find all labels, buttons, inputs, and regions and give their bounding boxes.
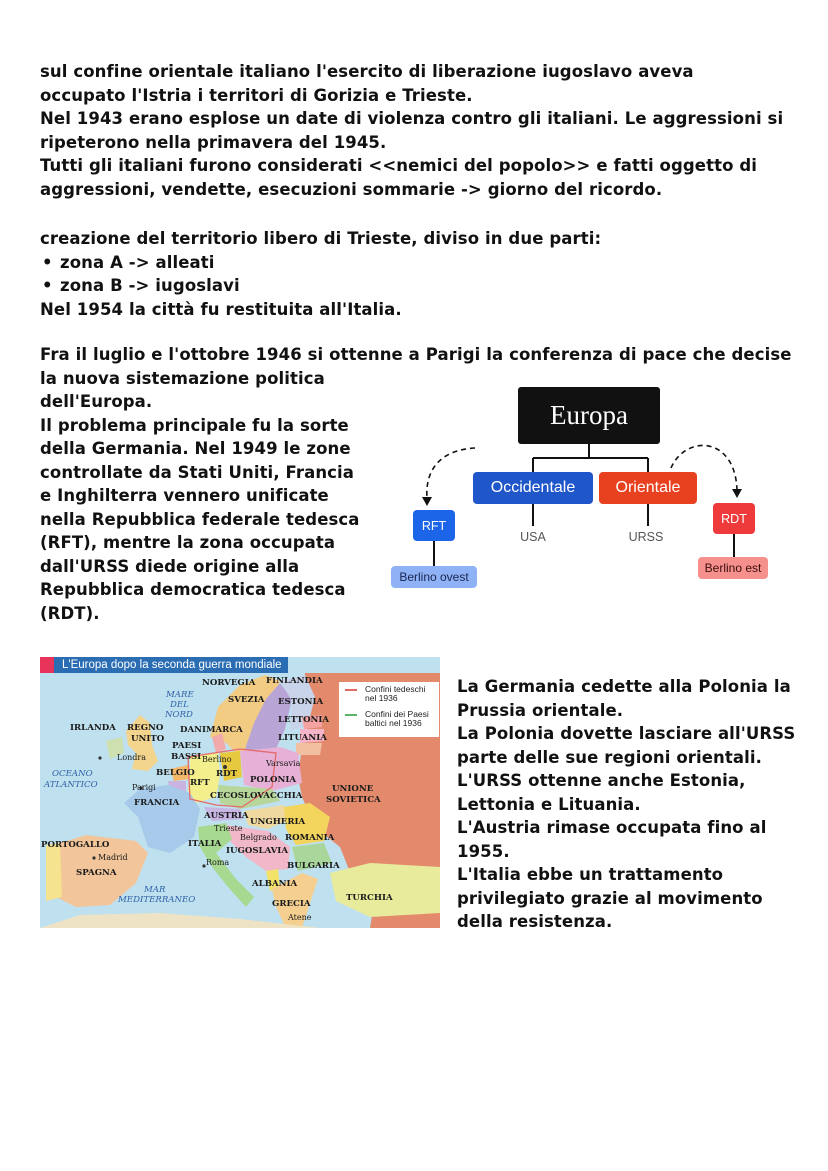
- diagram-node-usa: USA: [515, 526, 551, 548]
- list-item: • zona B -> iugoslavi: [40, 274, 601, 298]
- sea-label: ATLANTICO: [44, 780, 98, 790]
- city-label: Berlino: [202, 755, 232, 764]
- sea-label: MARE: [166, 690, 194, 700]
- text-line: creazione del territorio libero di Trieste, diviso in due parti:: [40, 229, 602, 248]
- sea-label: NORD: [165, 710, 193, 720]
- country-label: UNGHERIA: [250, 817, 306, 827]
- text-line: 1955.: [457, 841, 510, 861]
- country-label: LITUANIA: [278, 733, 327, 743]
- country-label: RDT: [216, 769, 237, 779]
- country-label: ITALIA: [188, 839, 222, 849]
- country-label: POLONIA: [250, 775, 297, 785]
- sea-label: OCEANO: [52, 769, 93, 779]
- city-label: Varsavia: [266, 759, 301, 768]
- country-label: AUSTRIA: [204, 811, 249, 821]
- country-label: ROMANIA: [285, 833, 335, 843]
- paragraph-germania: [40, 367, 360, 626]
- country-label: CECOSLOVACCHIA: [210, 791, 303, 801]
- country-label: LETTONIA: [278, 715, 330, 725]
- country-label: IRLANDA: [70, 723, 116, 733]
- country-label: TURCHIA: [346, 893, 393, 903]
- text-line: della resistenza.: [457, 912, 613, 931]
- diagram-node-europa: Europa: [518, 387, 660, 444]
- sea-label: DEL: [170, 700, 189, 710]
- city-label: Madrid: [98, 853, 128, 862]
- text-line: Nel 1943 erano esplose un date di violenza contro gli italiani. Le aggressioni si: [40, 109, 784, 128]
- diagram-node-occidentale: Occidentale: [473, 472, 593, 504]
- text-line: Fra il luglio e l'ottobre 1946 si ottenne a Parigi la conferenza di pace che decise: [40, 345, 792, 364]
- text-line: la nuova sistemazione politica: [40, 368, 325, 388]
- city-label: Belgrado: [240, 833, 277, 842]
- country-label: UNIONE: [332, 784, 374, 794]
- country-label: BASSI: [171, 752, 202, 762]
- text-line: Repubblica democratica tedesca: [40, 580, 346, 599]
- text-line: controllate da Stati Uniti, Francia: [40, 462, 355, 482]
- country-label: FINLANDIA: [266, 676, 323, 686]
- country-label: GRECIA: [272, 899, 311, 909]
- diagram-node-rft: RFT: [413, 510, 455, 541]
- paragraph-istria: [40, 60, 783, 201]
- text-line: Prussia orientale.: [457, 700, 624, 720]
- country-label: ALBANIA: [252, 879, 298, 889]
- europe-division-diagram: [385, 380, 795, 595]
- text-line: nella Repubblica federale tedesca: [40, 509, 360, 529]
- text-line: (RDT).: [40, 603, 100, 623]
- country-label: ESTONIA: [278, 697, 324, 707]
- europe-map: [40, 657, 440, 928]
- country-label: UNITO: [131, 734, 165, 744]
- zone-list: [40, 251, 601, 298]
- country-label: DANIMARCA: [180, 725, 243, 735]
- text-line: La Germania cedette alla Polonia la: [457, 677, 791, 696]
- text-line: privilegiato grazie al movimento: [457, 888, 763, 908]
- text-line: ripeterono nella primavera del 1945.: [40, 132, 387, 152]
- country-label: SOVIETICA: [326, 795, 381, 805]
- diagram-node-berlino-est: Berlino est: [698, 557, 768, 579]
- text-line: aggressioni, vendette, esecuzioni sommarie -> giorno del ricordo.: [40, 179, 663, 199]
- diagram-node-orientale: Orientale: [599, 472, 697, 504]
- text-line: sul confine orientale italiano l'esercito di liberazione iugoslavo aveva: [40, 62, 694, 81]
- legend-label: Confini tedeschi nel 1936: [365, 684, 426, 703]
- text-line: (RFT), mentre la zona occupata: [40, 533, 336, 552]
- country-label: SPAGNA: [76, 868, 117, 878]
- text-line: parte delle sue regioni orientali.: [457, 747, 763, 767]
- country-label: BULGARIA: [287, 861, 340, 871]
- paragraph-territori: [457, 675, 795, 934]
- legend-swatch: [345, 714, 357, 716]
- country-label: PAESI: [172, 741, 202, 751]
- text-line: L'Austria rimase occupata fino al: [457, 818, 767, 837]
- country-label: NORVEGIA: [202, 678, 256, 688]
- text-line: della Germania. Nel 1949 le zone: [40, 439, 351, 458]
- paragraph-trieste: [40, 227, 601, 321]
- diagram-node-rdt: RDT: [713, 503, 755, 534]
- country-label: RFT: [190, 778, 210, 788]
- city-label: Parigi: [132, 783, 156, 792]
- legend-item-german-borders: [345, 685, 425, 703]
- sea-label: MAR: [144, 885, 166, 895]
- legend-item-baltic-borders: [345, 710, 429, 728]
- text-line: dall'URSS diede origine alla: [40, 556, 300, 576]
- country-label: REGNO: [127, 723, 164, 733]
- country-label: BELGIO: [156, 768, 195, 778]
- country-label: SVEZIA: [228, 695, 265, 705]
- text-line: dell'Europa.: [40, 392, 153, 411]
- country-label: FRANCIA: [134, 798, 180, 808]
- text-line: occupato l'Istria i territori di Gorizia e Trieste.: [40, 85, 473, 105]
- sea-label: MEDITERRANEO: [118, 895, 196, 905]
- paragraph-parigi-first: [40, 343, 792, 367]
- text-line: e Inghilterra vennero unificate: [40, 486, 329, 505]
- text-line: L'Italia ebbe un trattamento: [457, 865, 724, 884]
- text-line: La Polonia dovette lasciare all'URSS: [457, 724, 796, 743]
- text-line: Nel 1954 la città fu restituita all'Italia.: [40, 299, 402, 319]
- city-label: Trieste: [214, 824, 243, 833]
- text-line: L'URSS ottenne anche Estonia,: [457, 771, 746, 790]
- legend-swatch: [345, 689, 357, 691]
- map-legend: [339, 682, 439, 737]
- text-line: Lettonia e Lituania.: [457, 794, 641, 814]
- diagram-node-berlino-ovest: Berlino ovest: [391, 566, 477, 588]
- list-item: • zona A -> alleati: [40, 251, 601, 275]
- diagram-node-urss: URSS: [625, 526, 667, 548]
- city-label: Roma: [206, 858, 230, 867]
- city-label: Atene: [288, 913, 312, 922]
- text-line: Il problema principale fu la sorte: [40, 415, 349, 435]
- city-label: Londra: [117, 753, 146, 762]
- legend-label: Confini dei Paesi baltici nel 1936: [365, 709, 429, 728]
- country-label: PORTOGALLO: [41, 840, 110, 850]
- text-line: Tutti gli italiani furono considerati <<nemici del popolo>> e fatti oggetto di: [40, 156, 758, 175]
- map-title: L'Europa dopo la seconda guerra mondiale: [40, 657, 288, 673]
- country-label: IUGOSLAVIA: [226, 846, 288, 856]
